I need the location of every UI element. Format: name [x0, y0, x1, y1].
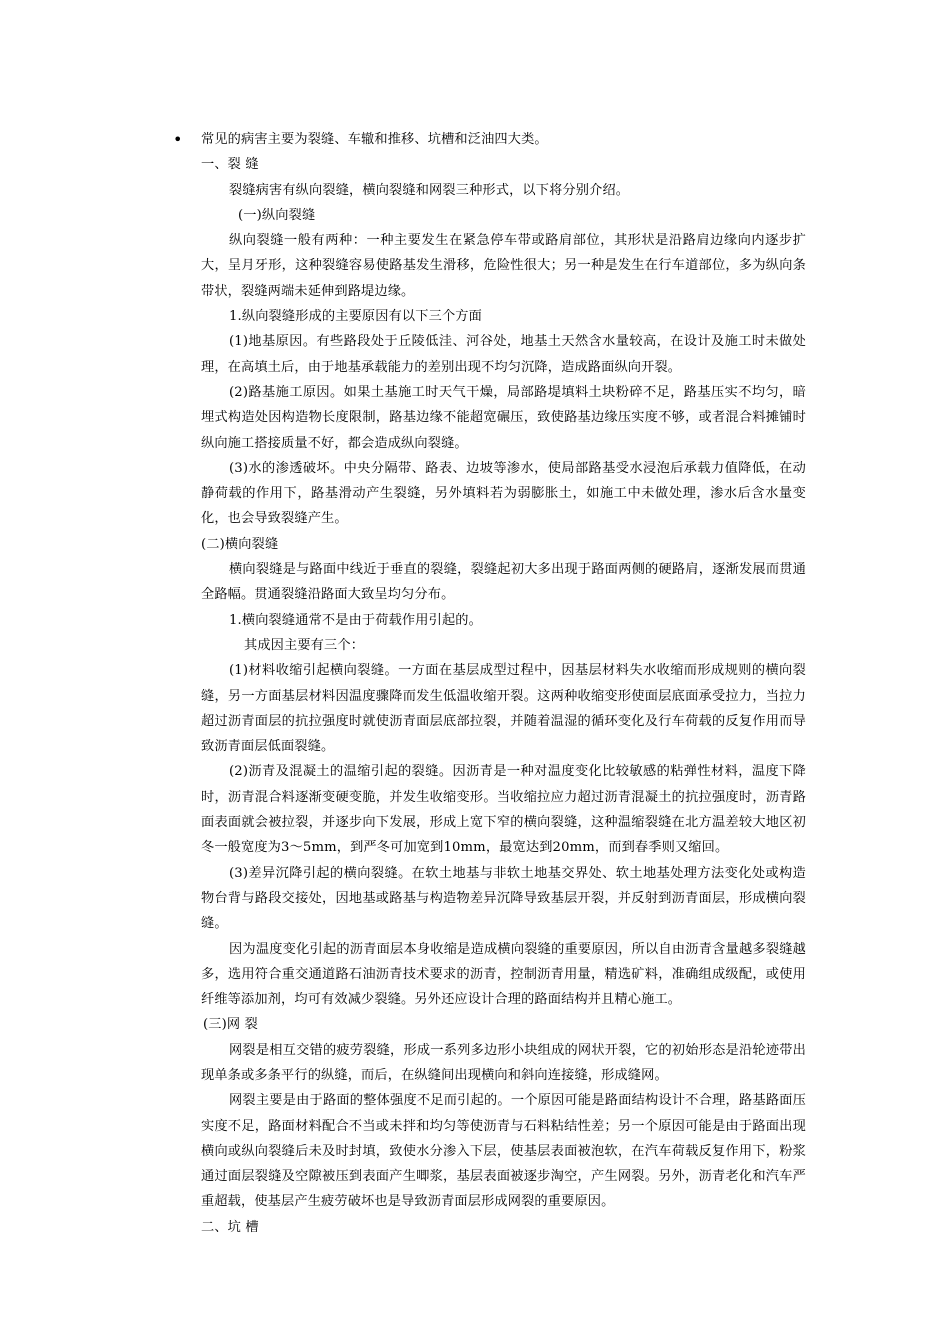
paragraph: 1.横向裂缝通常不是由于荷载作用引起的。	[229, 612, 482, 628]
paragraph: 纵向裂缝一般有两种：一种主要发生在紧急停车带或路肩部位，其形状是沿路肩边缘向内逐步扩大，呈月牙形，这种裂缝容易使路基发生滑移，危险性很大；另一种是发生在行车道部位，多为纵向条带状，裂缝两端未延伸到路堤边缘。	[201, 233, 806, 299]
paragraph: 横向裂缝是与路面中线近于垂直的裂缝，裂缝起初大多出现于路面两侧的硬路肩，逐渐发展而贯通全路幅。贯通裂缝沿路面大致呈均匀分布。	[201, 562, 806, 603]
paragraph: 因为温度变化引起的沥青面层本身收缩是造成横向裂缝的重要原因，所以自由沥青含量越多裂缝越多，选用符合重交通道路石油沥青技术要求的沥青，控制沥青用量，精选矿料，准确组成级配，或使用纤维等添加剂，均可有效减少裂缝。另外还应设计合理的路面结构并且精心施工。	[201, 941, 806, 1008]
paragraph: (3)差异沉降引起的横向裂缝。在软土地基与非软土地基交界处、软土地基处理方法变化处或构造物台背与路段交接处，因地基或路基与构造物差异沉降导致基层开裂，并反射到沥青面层，形成横向裂缝。	[201, 865, 806, 932]
paragraph: (2)路基施工原因。如果土基施工时天气干燥，局部路堤填料土块粉碎不足，路基压实不均匀，暗埋式构造处因构造物长度限制，路基边缘不能超宽碾压，致使路基边缘压实度不够，或者混合料摊铺时纵向施工搭接质量不好，都会造成纵向裂缝。	[201, 384, 806, 451]
paragraph: 网裂主要是由于路面的整体强度不足而引起的。一个原因可能是路面结构设计不合理，路基路面压实度不足，路面材料配合不当或未拌和均匀等使沥青与石料粘结性差；另一个原因可能是由于路面出现横向或纵向裂缝后未及时封填，致使水分渗入下层，使基层表面被泡软，在汽车荷载反复作用下，粉浆通过面层裂缝及空隙被压到表面产生唧浆，基层表面被逐步淘空，产生网裂。另外，沥青老化和汽车严重超载，使基层产生疲劳破坏也是导致沥青面层形成网裂的重要原因。	[201, 1093, 806, 1210]
subheading-transverse: (二)横向裂缝	[201, 536, 279, 552]
section-heading-cracks: 一、裂 缝	[201, 157, 259, 173]
paragraph: (2)沥青及混凝土的温缩引起的裂缝。因沥青是一种对温度变化比较敏感的粘弹性材料，温度下降时，沥青混合料逐渐变硬变脆，并发生收缩变形。当收缩拉应力超过沥青混凝土的抗拉强度时，沥青路面表面就会被拉裂，并逐步向下发展，形成上宽下窄的横向裂缝，这种温缩裂缝在北方温差较大地区初冬一般宽度为3～5mm，到严冬可加宽到10mm，最宽达到20mm，而到春季则又缩回。	[201, 764, 806, 856]
bullet-icon: •	[173, 130, 183, 149]
paragraph: 裂缝病害有纵向裂缝，横向裂缝和网裂三种形式，以下将分别介绍。	[229, 182, 630, 198]
subheading-longitudinal: (一)纵向裂缝	[238, 207, 316, 223]
section-heading-potholes: 二、坑 槽	[201, 1219, 259, 1235]
subheading-network: (三)网 裂	[203, 1017, 258, 1033]
intro-line: 常见的病害主要为裂缝、车辙和推移、坑槽和泛油四大类。	[201, 132, 548, 147]
paragraph: (3)水的渗透破坏。中央分隔带、路表、边坡等渗水，使局部路基受水浸泡后承载力值降低，在动静荷载的作用下，路基滑动产生裂缝，另外填料若为弱膨胀土，如施工中未做处理，渗水后含水量变化，也会导致裂缝产生。	[201, 460, 806, 527]
paragraph: (1)材料收缩引起横向裂缝。一方面在基层成型过程中，因基层材料失水收缩而形成规则的横向裂缝，另一方面基层材料因温度骤降而发生低温收缩开裂。这两种收缩变形使面层底面承受拉力，当拉力超过沥青面层的抗拉强度时就使沥青面层底部拉裂，并随着温湿的循环变化及行车荷载的反复作用而导致沥青面层低面裂缝。	[201, 663, 806, 755]
paragraph: 其成因主要有三个：	[244, 637, 365, 653]
paragraph: (1)地基原因。有些路段处于丘陵低洼、河谷处，地基土天然含水量较高，在设计及施工时未做处理，在高填土后，由于地基承载能力的差别出现不均匀沉降，造成路面纵向开裂。	[201, 334, 806, 375]
document-body	[201, 127, 806, 1240]
paragraph: 1.纵向裂缝形成的主要原因有以下三个方面	[229, 309, 482, 325]
paragraph: 网裂是相互交错的疲劳裂缝，形成一系列多边形小块组成的网状开裂，它的初始形态是沿轮迹带出现单条或多条平行的纵缝，而后，在纵缝间出现横向和斜向连接缝，形成缝网。	[201, 1042, 806, 1083]
